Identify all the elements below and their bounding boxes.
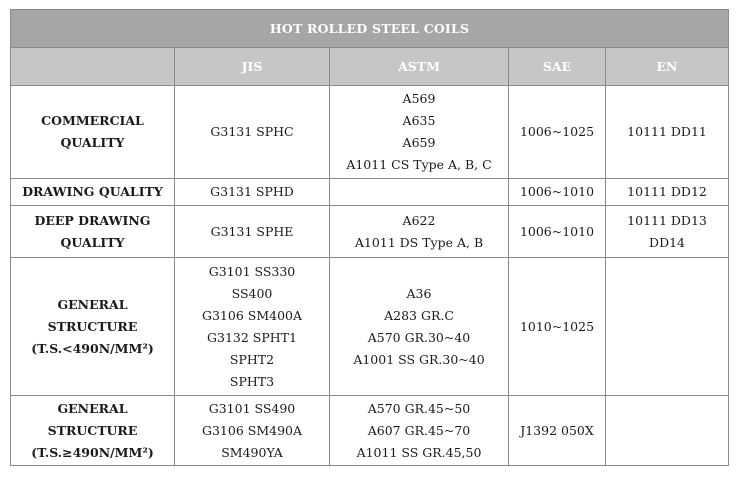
- cell-line: 10111 DD11: [627, 124, 707, 139]
- column-header-en: EN: [606, 48, 729, 86]
- cell-astm: [330, 396, 509, 466]
- table-row: [11, 396, 729, 466]
- column-header-astm: ASTM: [330, 48, 509, 86]
- header-row: [11, 48, 729, 86]
- cell-line: A283 GR.C: [384, 307, 454, 323]
- cell-line: A635: [402, 113, 436, 128]
- cell-category: [11, 206, 175, 258]
- cell-jis: [175, 396, 330, 466]
- cell-line: A36: [406, 285, 432, 301]
- cell-line: 1006~1025: [519, 124, 595, 139]
- cell-sae: [509, 179, 606, 206]
- cell-line: 10111 DD12: [627, 184, 707, 199]
- cell-line: QUALITY: [60, 135, 125, 150]
- cell-line: A607 GR.45~70: [367, 422, 471, 438]
- cell-jis: [175, 179, 330, 206]
- cell-line: A569: [402, 91, 436, 106]
- cell-line: G3131 SPHC: [210, 124, 294, 139]
- table-row: [11, 258, 729, 396]
- table-row: [11, 86, 729, 179]
- column-header-category: [11, 48, 175, 86]
- cell-line: DRAWING QUALITY: [22, 184, 163, 199]
- column-header-sae: SAE: [509, 48, 606, 86]
- cell-line: 1006~1010: [519, 223, 595, 239]
- cell-sae: [509, 206, 606, 258]
- cell-line: SM490YA: [221, 444, 283, 460]
- cell-line: COMMERCIAL: [41, 113, 144, 128]
- cell-line: G3132 SPHT1: [207, 329, 297, 345]
- cell-line: A1011 SS GR.45,50: [356, 444, 482, 460]
- cell-line: A622: [402, 212, 436, 228]
- cell-line: G3106 SM490A: [201, 422, 303, 438]
- cell-line: 1010~1025: [519, 318, 595, 334]
- cell-en: [606, 258, 729, 396]
- cell-line: SPHT2: [229, 351, 275, 367]
- cell-en: [606, 206, 729, 258]
- cell-line: GENERAL STRUCTURE: [47, 400, 138, 438]
- cell-category: [11, 86, 175, 179]
- cell-line: (T.S.≥490N/MM²): [31, 444, 154, 460]
- cell-en: [606, 179, 729, 206]
- table-row: [11, 179, 729, 206]
- cell-line: G3131 SPHE: [210, 223, 294, 239]
- cell-category: [11, 396, 175, 466]
- cell-astm: [330, 258, 509, 396]
- cell-line: DEEP DRAWING: [34, 212, 151, 228]
- cell-line: A1001 SS GR.30~40: [353, 351, 485, 367]
- cell-line: J1392 050X: [520, 422, 594, 438]
- cell-line: G3101 SS490: [208, 400, 296, 416]
- cell-category: [11, 258, 175, 396]
- cell-line: A570 GR.30~40: [367, 329, 471, 345]
- cell-astm: [330, 86, 509, 179]
- cell-sae: [509, 86, 606, 179]
- steel-coils-table: [10, 9, 729, 466]
- cell-line: A659: [402, 135, 436, 150]
- cell-sae: [509, 396, 606, 466]
- cell-line: A1011 DS Type A, B: [354, 234, 484, 250]
- cell-line: A570 GR.45~50: [367, 400, 471, 416]
- column-header-jis: JIS: [175, 48, 330, 86]
- title-row: [11, 10, 729, 48]
- cell-astm: [330, 206, 509, 258]
- cell-en: [606, 86, 729, 179]
- cell-line: G3106 SM400A: [201, 307, 303, 323]
- table-title: HOT ROLLED STEEL COILS: [11, 10, 729, 48]
- cell-line: G3131 SPHD: [210, 184, 294, 199]
- cell-line: SPHT3: [229, 373, 275, 389]
- cell-category: [11, 179, 175, 206]
- cell-jis: [175, 258, 330, 396]
- table-row: [11, 206, 729, 258]
- cell-line: GENERAL STRUCTURE: [47, 296, 138, 334]
- cell-en: [606, 396, 729, 466]
- cell-astm: [330, 179, 509, 206]
- cell-line: G3101 SS330: [208, 263, 296, 279]
- cell-jis: [175, 206, 330, 258]
- cell-sae: [509, 258, 606, 396]
- cell-line: 1006~1010: [519, 184, 595, 199]
- cell-line: A1011 CS Type A, B, C: [346, 157, 492, 172]
- cell-line: (T.S.<490N/MM²): [31, 340, 154, 356]
- cell-line: QUALITY: [60, 234, 125, 250]
- cell-jis: [175, 86, 330, 179]
- cell-line: SS400: [231, 285, 273, 301]
- cell-line: 10111 DD13: [627, 212, 707, 228]
- cell-line: DD14: [649, 234, 685, 250]
